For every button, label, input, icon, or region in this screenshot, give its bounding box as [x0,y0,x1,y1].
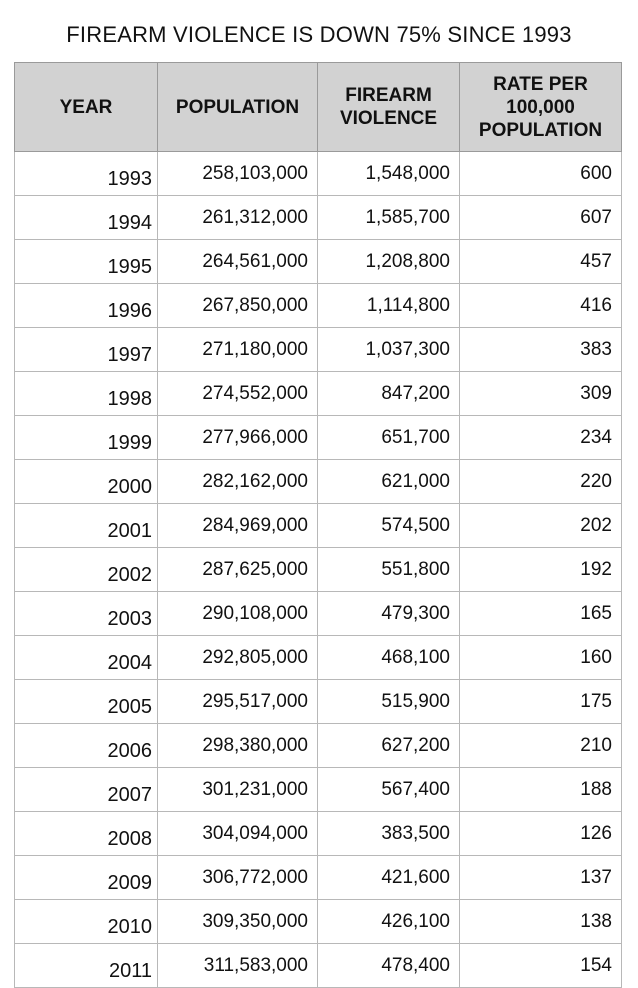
cell-rate: 138 [460,900,622,944]
cell-population: 261,312,000 [158,196,318,240]
table-row [15,416,622,460]
cell-population: 264,561,000 [158,240,318,284]
cell-rate: 600 [460,152,622,196]
cell-firearm-violence: 551,800 [318,548,460,592]
cell-population: 298,380,000 [158,724,318,768]
cell-rate: 202 [460,504,622,548]
cell-population: 306,772,000 [158,856,318,900]
header-year: YEAR [15,63,158,152]
cell-firearm-violence: 1,037,300 [318,328,460,372]
cell-year: 2003 [15,592,158,636]
cell-year: 2004 [15,636,158,680]
cell-firearm-violence: 468,100 [318,636,460,680]
cell-firearm-violence: 627,200 [318,724,460,768]
cell-rate: 192 [460,548,622,592]
cell-rate: 457 [460,240,622,284]
table-row [15,944,622,988]
cell-firearm-violence: 651,700 [318,416,460,460]
cell-firearm-violence: 1,208,800 [318,240,460,284]
cell-year: 1997 [15,328,158,372]
cell-population: 271,180,000 [158,328,318,372]
table-row [15,284,622,328]
table-row [15,856,622,900]
cell-population: 284,969,000 [158,504,318,548]
table-row [15,240,622,284]
cell-year: 2009 [15,856,158,900]
cell-firearm-violence: 426,100 [318,900,460,944]
cell-firearm-violence: 421,600 [318,856,460,900]
table-row [15,196,622,240]
cell-year: 1994 [15,196,158,240]
cell-population: 258,103,000 [158,152,318,196]
cell-population: 274,552,000 [158,372,318,416]
cell-rate: 165 [460,592,622,636]
cell-year: 2007 [15,768,158,812]
table-row [15,328,622,372]
cell-year: 2000 [15,460,158,504]
cell-firearm-violence: 478,400 [318,944,460,988]
cell-rate: 154 [460,944,622,988]
table-row [15,636,622,680]
cell-year: 2010 [15,900,158,944]
cell-rate: 210 [460,724,622,768]
cell-year: 2005 [15,680,158,724]
cell-rate: 383 [460,328,622,372]
table-body [15,152,622,988]
cell-rate: 416 [460,284,622,328]
cell-year: 1998 [15,372,158,416]
cell-rate: 137 [460,856,622,900]
page-title: FIREARM VIOLENCE IS DOWN 75% SINCE 1993 [66,22,572,47]
cell-firearm-violence: 1,114,800 [318,284,460,328]
table-row [15,812,622,856]
cell-population: 292,805,000 [158,636,318,680]
cell-population: 290,108,000 [158,592,318,636]
cell-population: 282,162,000 [158,460,318,504]
cell-rate: 160 [460,636,622,680]
cell-firearm-violence: 567,400 [318,768,460,812]
cell-year: 1996 [15,284,158,328]
cell-firearm-violence: 1,585,700 [318,196,460,240]
cell-population: 311,583,000 [158,944,318,988]
cell-year: 2011 [15,944,158,988]
table-row [15,900,622,944]
cell-population: 277,966,000 [158,416,318,460]
table-row [15,680,622,724]
table-row [15,460,622,504]
cell-population: 304,094,000 [158,812,318,856]
cell-population: 287,625,000 [158,548,318,592]
cell-rate: 607 [460,196,622,240]
cell-population: 295,517,000 [158,680,318,724]
cell-year: 1993 [15,152,158,196]
cell-year: 1999 [15,416,158,460]
header-firearm-violence: FIREARM VIOLENCE [318,63,460,152]
cell-year: 2006 [15,724,158,768]
table-row [15,548,622,592]
cell-firearm-violence: 515,900 [318,680,460,724]
header-population: POPULATION [158,63,318,152]
table-row [15,504,622,548]
header-rate-per-100000: RATE PER 100,000 POPULATION [460,63,622,152]
cell-population: 301,231,000 [158,768,318,812]
cell-rate: 220 [460,460,622,504]
cell-firearm-violence: 574,500 [318,504,460,548]
cell-firearm-violence: 847,200 [318,372,460,416]
cell-year: 2002 [15,548,158,592]
cell-rate: 126 [460,812,622,856]
table-row [15,372,622,416]
cell-year: 1995 [15,240,158,284]
table-row [15,768,622,812]
table-row [15,152,622,196]
cell-firearm-violence: 479,300 [318,592,460,636]
cell-firearm-violence: 1,548,000 [318,152,460,196]
cell-rate: 175 [460,680,622,724]
firearm-violence-table [14,62,622,988]
table-row [15,724,622,768]
table-header-row [15,63,622,152]
cell-rate: 188 [460,768,622,812]
cell-firearm-violence: 383,500 [318,812,460,856]
table-row [15,592,622,636]
cell-year: 2001 [15,504,158,548]
cell-year: 2008 [15,812,158,856]
cell-firearm-violence: 621,000 [318,460,460,504]
cell-rate: 309 [460,372,622,416]
cell-population: 309,350,000 [158,900,318,944]
cell-population: 267,850,000 [158,284,318,328]
cell-rate: 234 [460,416,622,460]
